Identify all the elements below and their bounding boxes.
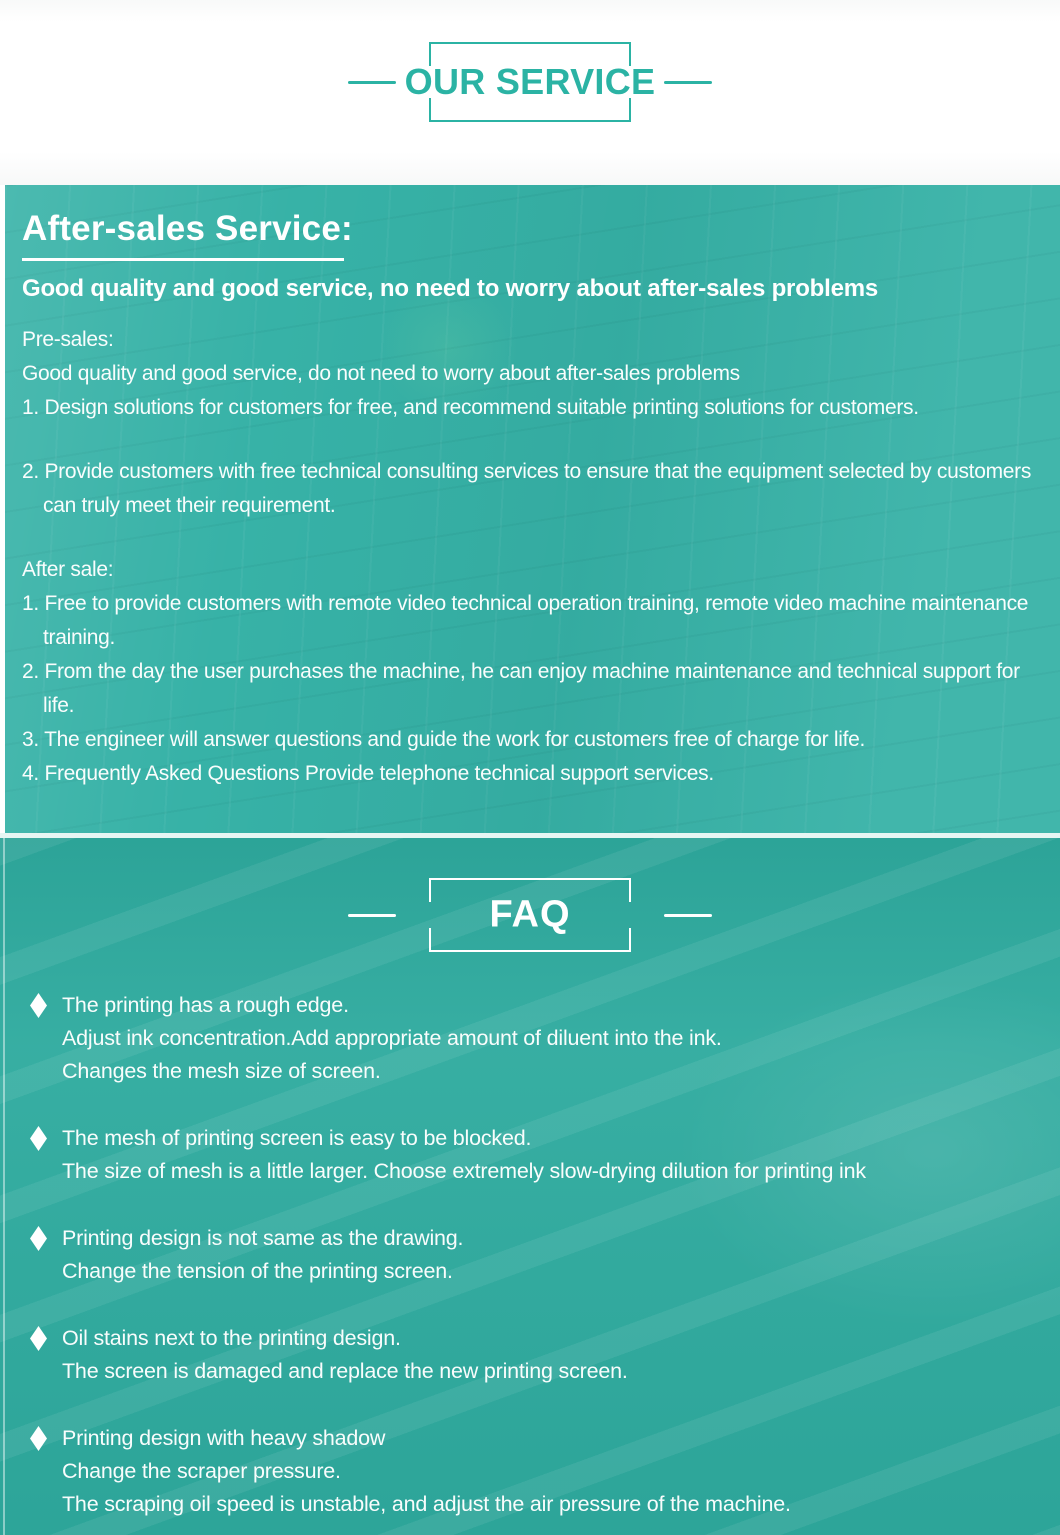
left-dash-decoration [348,81,396,84]
diamond-bullet-icon [30,1426,47,1451]
faq-answer: Change the scraper pressure. [62,1459,341,1483]
our-service-title-box [404,42,656,122]
faq-item [30,1322,1036,1388]
faq-title-row [348,878,712,952]
diamond-bullet-icon [30,1126,47,1151]
faq-title-box [429,878,631,952]
faq-header [0,878,1060,952]
pre-sales-item: 2. Provide customers with free technical consulting services to ensure that the equipment selected by customers can truly meet their requirement. [22,460,1032,518]
pre-sales-intro: Good quality and good service, do not need to worry about after-sales problems [22,362,740,386]
after-sale-item: 4. Frequently Asked Questions Provide telephone technical support services. [22,762,714,786]
faq-question: The printing has a rough edge. [62,993,349,1017]
faq-answer: The screen is damaged and replace the new printing screen. [62,1359,628,1383]
faq-title: FAQ [489,893,571,936]
left-dash-decoration [348,914,396,917]
faq-answer: The size of mesh is a little larger. Choose extremely slow-drying dilution for printing ink [62,1159,866,1183]
diamond-bullet-icon [30,1226,47,1251]
faq-question: Printing design is not same as the drawing. [62,1226,464,1250]
pre-sales-item: 1. Design solutions for customers for free, and recommend suitable printing solutions for customers. [22,396,919,420]
heading-underline [22,258,344,261]
faq-question: The mesh of printing screen is easy to be blocked. [62,1126,532,1150]
diamond-bullet-icon [30,1326,47,1351]
faq-answer: Adjust ink concentration.Add appropriate amount of diluent into the ink. [62,1026,722,1050]
faq-question: Oil stains next to the printing design. [62,1326,401,1350]
pre-sales-label: Pre-sales: [22,328,114,352]
after-sale-item: 1. Free to provide customers with remote video technical operation training, remote video machine maintenance training. [22,592,1029,650]
faq-item [30,1122,1036,1188]
faq-item [30,1222,1036,1288]
diamond-bullet-icon [30,993,47,1018]
faq-item [30,989,1036,1088]
after-sales-section [5,185,1060,833]
our-service-title-row [348,42,712,122]
faq-answer: The scraping oil speed is unstable, and adjust the air pressure of the machine. [62,1492,791,1516]
after-sale-label: After sale: [22,558,114,582]
faq-question: Printing design with heavy shadow [62,1426,386,1450]
our-service-header [0,0,1060,185]
right-dash-decoration [664,81,712,84]
faq-answer: Changes the mesh size of screen. [62,1059,381,1083]
spacer [22,425,1040,455]
faq-section [0,838,1060,1535]
after-sales-body [22,323,1040,791]
our-service-title: OUR SERVICE [404,61,656,102]
faq-item [30,1422,1036,1521]
faq-list [0,989,1060,1521]
spacer [22,523,1040,553]
right-dash-decoration [664,914,712,917]
faq-answer: Change the tension of the printing screen. [62,1259,453,1283]
after-sales-tagline: Good quality and good service, no need to worry about after-sales problems [22,275,879,303]
after-sale-item: 3. The engineer will answer questions and guide the work for customers free of charge for life. [22,728,866,752]
after-sales-heading: After-sales Service: [22,209,353,248]
after-sale-item: 2. From the day the user purchases the machine, he can enjoy machine maintenance and technical support for life. [22,660,1020,718]
